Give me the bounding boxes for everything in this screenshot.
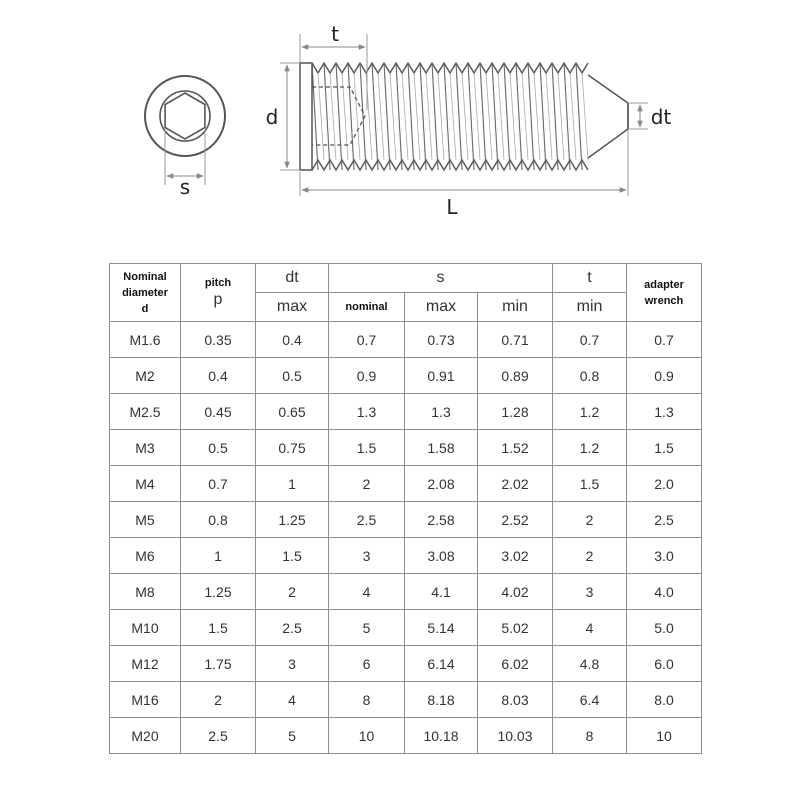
table-row [110, 574, 702, 610]
cell-s-min: 2.02 [478, 466, 553, 502]
cell-dt-max: 0.75 [256, 430, 329, 466]
L-label: L [446, 195, 458, 219]
cell-t-min: 4 [553, 610, 627, 646]
cell-dt-max: 1.5 [256, 538, 329, 574]
cell-nominal-diameter: M12 [110, 646, 181, 682]
thread-body [312, 63, 588, 170]
cell-s-max: 5.14 [405, 610, 478, 646]
cell-s-max: 2.08 [405, 466, 478, 502]
cell-adapter-wrench: 3.0 [627, 538, 702, 574]
header-t-min: min [553, 293, 627, 322]
header-t: t [553, 264, 627, 293]
thread-line [504, 63, 510, 170]
thread-root-line [414, 73, 420, 160]
cell-s-min: 1.52 [478, 430, 553, 466]
cell-s-nominal: 3 [329, 538, 405, 574]
cell-s-nominal: 6 [329, 646, 405, 682]
cell-s-nominal: 2.5 [329, 502, 405, 538]
thread-root-line [462, 73, 468, 160]
cell-pitch: 0.4 [181, 358, 256, 394]
spec-table [109, 263, 702, 754]
end-view [145, 76, 225, 199]
thread-root-line [450, 73, 456, 160]
cell-s-nominal: 0.7 [329, 322, 405, 358]
cell-nominal-diameter: M4 [110, 466, 181, 502]
cell-nominal-diameter: M8 [110, 574, 181, 610]
thread-root-line [474, 73, 480, 160]
table-row [110, 358, 702, 394]
thread-line [384, 63, 390, 170]
header-adapter-wrench [627, 264, 702, 322]
thread-root-line [354, 73, 360, 160]
thread-root-line [522, 73, 528, 160]
dt-label: dt [650, 105, 672, 129]
cell-adapter-wrench: 1.3 [627, 394, 702, 430]
thread-line [420, 63, 426, 170]
cell-adapter-wrench: 2.0 [627, 466, 702, 502]
end-view-inner-circle [160, 91, 210, 141]
header-nominal-line-3: d [141, 302, 149, 315]
cell-pitch: 0.8 [181, 502, 256, 538]
cell-s-min: 1.28 [478, 394, 553, 430]
cell-s-nominal: 1.3 [329, 394, 405, 430]
cell-s-min: 6.02 [478, 646, 553, 682]
cell-s-nominal: 0.9 [329, 358, 405, 394]
set-screw-drawing [0, 0, 800, 250]
cell-s-min: 8.03 [478, 682, 553, 718]
cell-s-min: 0.89 [478, 358, 553, 394]
cell-dt-max: 0.5 [256, 358, 329, 394]
cell-s-max: 0.73 [405, 322, 478, 358]
cell-s-nominal: 1.5 [329, 430, 405, 466]
cell-adapter-wrench: 6.0 [627, 646, 702, 682]
thread-line [468, 63, 474, 170]
cell-dt-max: 3 [256, 646, 329, 682]
table-row [110, 682, 702, 718]
cell-t-min: 1.2 [553, 430, 627, 466]
cell-s-min: 10.03 [478, 718, 553, 754]
thread-root-line [378, 73, 384, 160]
t-label: t [331, 22, 339, 46]
cell-dt-max: 1 [256, 466, 329, 502]
cell-t-min: 8 [553, 718, 627, 754]
cell-pitch: 0.7 [181, 466, 256, 502]
thread-line [372, 63, 378, 170]
thread-root-line [498, 73, 504, 160]
header-s-nominal: nominal [329, 293, 405, 322]
table-row [110, 502, 702, 538]
cell-s-min: 2.52 [478, 502, 553, 538]
thread-line [480, 63, 486, 170]
thread-line [516, 63, 522, 170]
cell-pitch: 0.5 [181, 430, 256, 466]
table-row [110, 430, 702, 466]
cell-nominal-diameter: M1.6 [110, 322, 181, 358]
cell-s-max: 10.18 [405, 718, 478, 754]
thread-root-line [318, 73, 324, 160]
table-row [110, 610, 702, 646]
cell-nominal-diameter: M16 [110, 682, 181, 718]
thread-line [456, 63, 462, 170]
thread-root-line [390, 73, 396, 160]
header-row-1 [110, 264, 702, 293]
screw-face [300, 63, 312, 170]
thread-root-line [426, 73, 432, 160]
cell-t-min: 4.8 [553, 646, 627, 682]
cell-s-nominal: 8 [329, 682, 405, 718]
cell-pitch: 1.5 [181, 610, 256, 646]
thread-line [312, 63, 318, 170]
thread-root-line [510, 73, 516, 160]
cell-dt-max: 1.25 [256, 502, 329, 538]
cell-adapter-wrench: 10 [627, 718, 702, 754]
thread-line [396, 63, 402, 170]
thread-root-line [582, 73, 588, 160]
header-s-min: min [478, 293, 553, 322]
cell-dt-max: 2.5 [256, 610, 329, 646]
cell-dt-max: 0.65 [256, 394, 329, 430]
cell-t-min: 2 [553, 538, 627, 574]
header-pitch-symbol: p [213, 290, 223, 308]
header-nominal-diameter [110, 264, 181, 322]
cell-adapter-wrench: 4.0 [627, 574, 702, 610]
cell-s-max: 2.58 [405, 502, 478, 538]
cone-point [588, 75, 628, 158]
thread-line [432, 63, 438, 170]
hex-socket [165, 93, 205, 139]
cell-t-min: 1.5 [553, 466, 627, 502]
cell-pitch: 1.75 [181, 646, 256, 682]
cell-s-max: 4.1 [405, 574, 478, 610]
table-row [110, 466, 702, 502]
cell-nominal-diameter: M2.5 [110, 394, 181, 430]
cell-s-nominal: 4 [329, 574, 405, 610]
thread-root-line [342, 73, 348, 160]
cell-adapter-wrench: 0.7 [627, 322, 702, 358]
cell-s-min: 0.71 [478, 322, 553, 358]
thread-line [540, 63, 546, 170]
thread-line [348, 63, 354, 170]
cell-nominal-diameter: M20 [110, 718, 181, 754]
thread-line [576, 63, 582, 170]
thread-root-line [438, 73, 444, 160]
thread-root-line [558, 73, 564, 160]
cell-t-min: 3 [553, 574, 627, 610]
cell-nominal-diameter: M5 [110, 502, 181, 538]
thread-line [528, 63, 534, 170]
cell-s-max: 6.14 [405, 646, 478, 682]
header-dt: dt [256, 264, 329, 293]
cell-pitch: 1 [181, 538, 256, 574]
table-row [110, 322, 702, 358]
thread-line [336, 63, 342, 170]
header-s-max: max [405, 293, 478, 322]
header-nominal-line-1: Nominal [123, 270, 167, 283]
cell-nominal-diameter: M3 [110, 430, 181, 466]
cell-s-min: 4.02 [478, 574, 553, 610]
thread-line [408, 63, 414, 170]
cell-s-min: 3.02 [478, 538, 553, 574]
header-nominal-line-2: diameter [122, 286, 168, 299]
cell-s-max: 0.91 [405, 358, 478, 394]
cell-adapter-wrench: 1.5 [627, 430, 702, 466]
cell-s-max: 1.58 [405, 430, 478, 466]
thread-root-line [402, 73, 408, 160]
cell-dt-max: 0.4 [256, 322, 329, 358]
header-adapter-line-1: adapter [644, 278, 684, 291]
thread-top-edge [312, 63, 588, 73]
cell-t-min: 0.7 [553, 322, 627, 358]
thread-line [552, 63, 558, 170]
thread-line [492, 63, 498, 170]
cell-s-nominal: 2 [329, 466, 405, 502]
thread-root-line [546, 73, 552, 160]
header-s: s [329, 264, 553, 293]
cell-nominal-diameter: M10 [110, 610, 181, 646]
cell-nominal-diameter: M6 [110, 538, 181, 574]
header-adapter-line-2: wrench [644, 294, 684, 307]
s-label: s [179, 175, 191, 199]
end-view-outer-circle [145, 76, 225, 156]
side-view [266, 22, 672, 219]
thread-line [444, 63, 450, 170]
cell-nominal-diameter: M2 [110, 358, 181, 394]
table-row [110, 394, 702, 430]
cell-s-nominal: 10 [329, 718, 405, 754]
cell-pitch: 2.5 [181, 718, 256, 754]
table-row [110, 538, 702, 574]
cell-s-nominal: 5 [329, 610, 405, 646]
cell-adapter-wrench: 8.0 [627, 682, 702, 718]
cell-t-min: 0.8 [553, 358, 627, 394]
header-pitch-label: pitch [204, 276, 232, 289]
cell-dt-max: 4 [256, 682, 329, 718]
cell-t-min: 1.2 [553, 394, 627, 430]
thread-line [324, 63, 330, 170]
cell-pitch: 2 [181, 682, 256, 718]
cell-s-max: 8.18 [405, 682, 478, 718]
thread-root-line [570, 73, 576, 160]
cell-dt-max: 5 [256, 718, 329, 754]
cell-adapter-wrench: 5.0 [627, 610, 702, 646]
table-row [110, 718, 702, 754]
thread-line [564, 63, 570, 170]
header-dt-max: max [256, 293, 329, 322]
cell-adapter-wrench: 0.9 [627, 358, 702, 394]
cell-s-max: 1.3 [405, 394, 478, 430]
cell-adapter-wrench: 2.5 [627, 502, 702, 538]
header-pitch [181, 264, 256, 322]
thread-root-line [330, 73, 336, 160]
cell-t-min: 2 [553, 502, 627, 538]
cell-t-min: 6.4 [553, 682, 627, 718]
cell-s-min: 5.02 [478, 610, 553, 646]
cell-pitch: 0.45 [181, 394, 256, 430]
cell-pitch: 0.35 [181, 322, 256, 358]
table-row [110, 646, 702, 682]
thread-root-line [486, 73, 492, 160]
cell-dt-max: 2 [256, 574, 329, 610]
d-label: d [265, 105, 279, 129]
thread-root-line [534, 73, 540, 160]
cell-s-max: 3.08 [405, 538, 478, 574]
cell-pitch: 1.25 [181, 574, 256, 610]
